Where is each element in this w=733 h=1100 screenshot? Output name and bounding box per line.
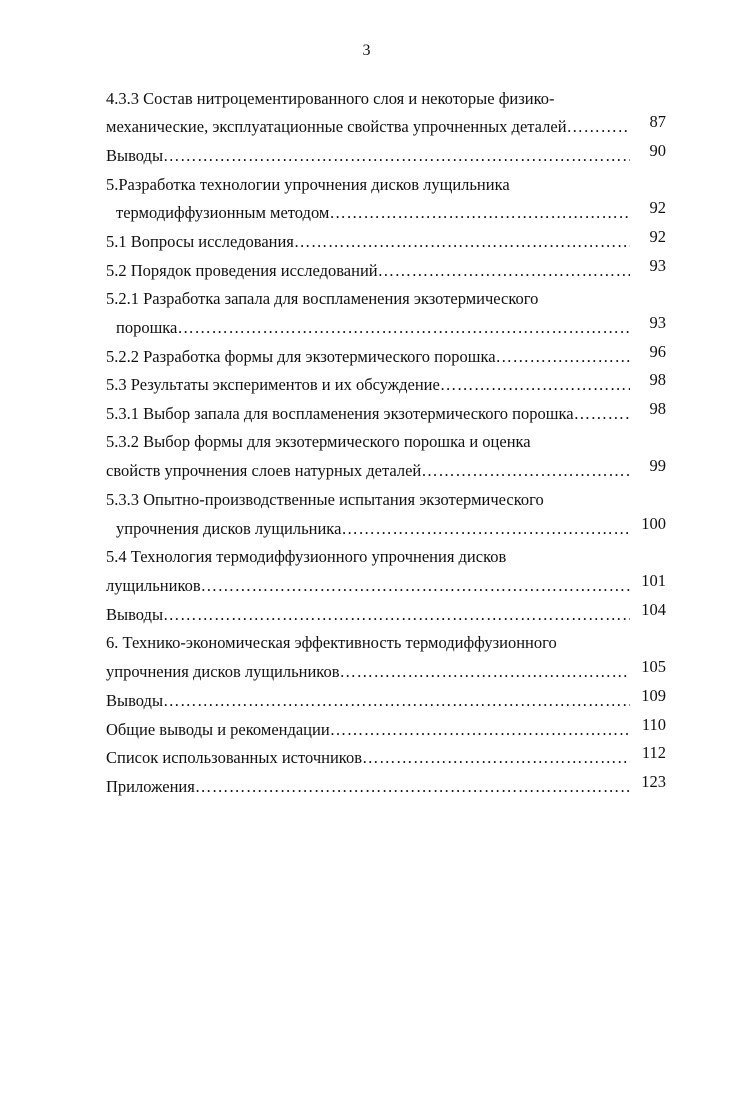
toc-line [116,514,666,543]
dot-leader [195,772,630,801]
toc-line [106,84,666,113]
toc-entry-text: Выводы [106,146,164,165]
toc-entry-text: 5.2 Порядок проведения исследований [106,261,378,280]
dot-leader [567,112,630,141]
toc-entry-text: свойств упрочнения слоев натурных деталей [106,461,422,480]
toc-page-number: 90 [649,141,666,160]
dot-leader [163,686,630,715]
toc-entry-text: Список использованных источников [106,748,362,767]
toc-entry-text: Приложения [106,777,195,796]
toc-entry-text: порошка [116,318,178,337]
toc-entry-text: 5.1 Вопросы исследования [106,232,294,251]
toc-entry-text: Выводы [106,691,164,710]
toc-line [106,370,666,399]
toc-line [106,112,666,141]
dot-leader [378,256,630,285]
toc-entry-text: 5.2.1 Разработка запала для воспламенения экзотермического [106,289,539,308]
dot-leader [294,227,630,256]
toc-line [106,256,666,285]
toc-line [106,542,666,571]
toc-line [106,485,666,514]
dot-leader [362,743,630,772]
toc-line [106,170,666,199]
toc-page-number: 99 [649,456,666,475]
toc-line [116,198,666,227]
toc-page-number: 101 [641,571,666,590]
dot-leader [330,715,630,744]
toc-page-number: 110 [641,715,666,734]
dot-leader [341,514,630,543]
toc-line [106,571,666,600]
toc-line [106,342,666,371]
toc-line [106,628,666,657]
toc-page-number: 100 [641,514,666,533]
toc-entry-text: упрочнения дисков лущильников [106,662,340,681]
toc-entry-text: лущильников [106,576,201,595]
toc-page-number: 93 [649,256,666,275]
toc-page-number: 93 [649,313,666,332]
toc-line [106,743,666,772]
toc-entry-text: 5.3.2 Выбор формы для экзотермического порошка и оценка [106,432,531,451]
dot-leader [574,399,630,428]
dot-leader [177,313,630,342]
toc-entry-text: 5.2.2 Разработка формы для экзотермического порошка [106,347,496,366]
toc-entry-text: механические, эксплуатационные свойства упрочненных деталей [106,117,567,136]
toc-page-number: 98 [649,370,666,389]
toc-line [106,686,666,715]
toc-entry-text: 5.3.1 Выбор запала для воспламенения экзотермического порошка [106,404,574,423]
toc-page-number: 92 [649,198,666,217]
toc-entry-text: упрочнения дисков лущильника [116,519,342,538]
toc-entry-text: 5.4 Технология термодиффузионного упрочнения дисков [106,547,507,566]
toc-line [106,427,666,456]
toc-entry-text: 5.3 Результаты экспериментов и их обсуждение [106,375,440,394]
toc-entry-text: Выводы [106,605,164,624]
dot-leader [440,370,630,399]
toc-line [106,715,666,744]
dot-leader [329,198,630,227]
page-number: 3 [362,42,371,59]
dot-leader [163,141,630,170]
toc-line [106,399,666,428]
toc-line [106,657,666,686]
toc-line [106,600,666,629]
toc-page-number: 87 [649,112,666,131]
toc-line [106,772,666,801]
dot-leader [163,600,630,629]
toc-line [106,456,666,485]
toc-page-number: 109 [641,686,666,705]
toc-page-number: 104 [641,600,666,619]
toc-entry-text: Общие выводы и рекомендации [106,720,330,739]
toc-page-number: 105 [641,657,666,676]
toc-page-number: 96 [649,342,666,361]
toc-page-number: 123 [641,772,666,791]
toc-line [106,284,666,313]
dot-leader [421,456,630,485]
toc-entry-text: 6. Технико-экономическая эффективность термодиффузионного [106,633,557,652]
toc-page-number: 112 [641,743,666,762]
toc-entry-text: 5.3.3 Опытно-производственные испытания экзотермического [106,490,544,509]
dot-leader [201,571,630,600]
toc-page-number: 92 [649,227,666,246]
toc-line [106,227,666,256]
toc-page-number: 98 [649,399,666,418]
toc-entry-text: термодиффузионным методом [116,203,330,222]
toc-line [106,141,666,170]
toc-entry-text: 5.Разработка технологии упрочнения дисков лущильника [106,175,510,194]
toc-line [116,313,666,342]
dot-leader [340,657,630,686]
dot-leader [496,342,630,371]
toc-entry-text: 4.3.3 Состав нитроцементированного слоя и некоторые физико- [106,89,555,108]
